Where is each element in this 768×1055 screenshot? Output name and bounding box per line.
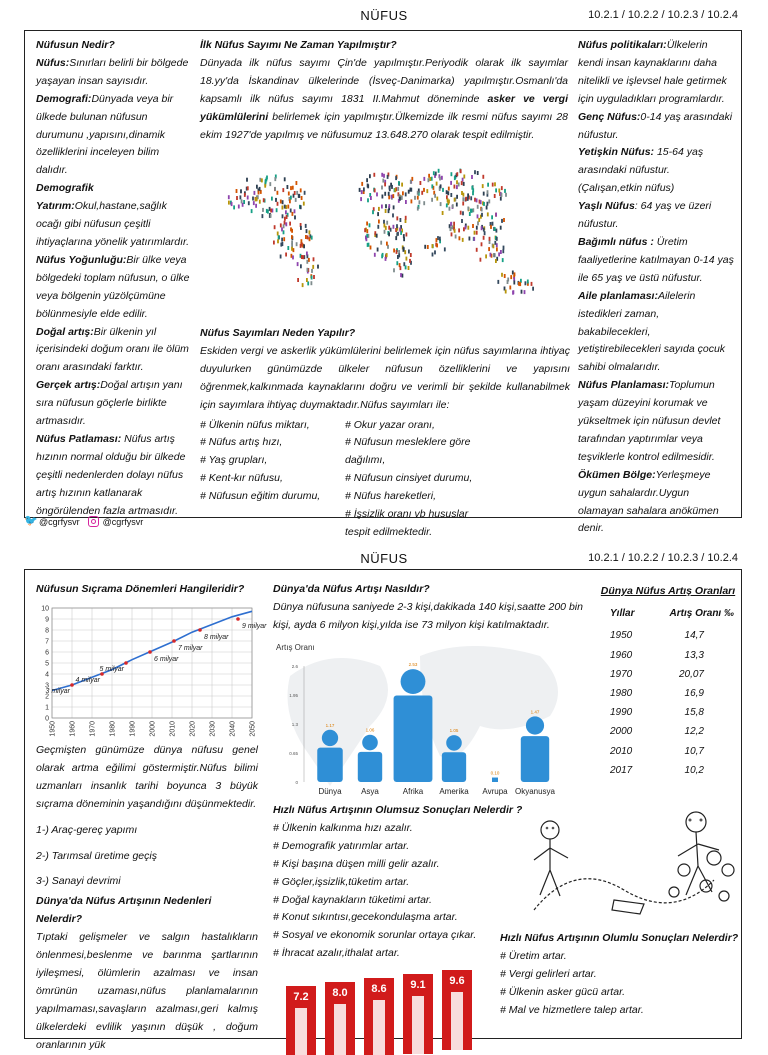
negative-effect-item: # İhracat azalır,ithalat artar.	[273, 947, 400, 960]
person-bar	[358, 735, 382, 782]
census-why-title: Nüfus Sayımları Neden Yapılır?	[200, 327, 356, 339]
milestone-label: 7 milyar	[178, 645, 203, 652]
y-tick-label: 8	[45, 627, 49, 635]
milestone-point	[148, 650, 152, 654]
term-label: Genç Nüfus:	[578, 110, 641, 123]
table-cell-rate: 12,2	[684, 726, 704, 738]
definition-item	[578, 288, 734, 378]
term-label: Demografi:	[36, 92, 92, 105]
census-list-item: # Nüfusun cinsiyet durumu,	[345, 472, 473, 485]
census-list-item: # Nüfusun eğitim durumu,	[200, 490, 321, 503]
table-cell-year: 1950	[610, 630, 633, 642]
term-label: Nüfus politikaları:	[578, 39, 667, 51]
census-list-item: # Nüfus artış hızı,	[200, 436, 283, 449]
value-label: 1.05	[449, 728, 459, 734]
page1-title: NÜFUS	[360, 8, 408, 23]
y-tick-label: 3	[45, 682, 49, 690]
x-tick-label: 1950	[49, 721, 57, 737]
census-list-item: # Okur yazar oranı,	[345, 418, 435, 431]
y-tick-label: 1.95	[289, 693, 298, 698]
table-cell-year: 1990	[610, 707, 633, 719]
page2-middle-column	[273, 581, 585, 635]
page2-title: NÜFUS	[360, 551, 408, 566]
red-bar	[286, 986, 316, 1055]
definition-item	[36, 180, 192, 252]
term-label: Nüfus:	[36, 56, 70, 69]
x-tick-label: 2010	[169, 721, 177, 737]
table-header-years: Yıllar	[610, 607, 635, 619]
negative-effect-item: # Kişi başına düşen milli gelir azalır.	[273, 857, 440, 870]
milestone-label: 3 milyar	[45, 688, 70, 695]
page1-header	[0, 8, 768, 26]
people-chart-label: Artış Oranı	[276, 643, 315, 652]
positive-effect-item: # Vergi gelirleri artar.	[500, 967, 597, 980]
term-definition: Doğal artışın yanı sıra nüfusun göçlerle birlikte artmasıdır.	[36, 379, 183, 428]
leap-period-item: 2-) Tarımsal üretime geçiş	[36, 849, 157, 862]
milestone-label: 4 milyar	[75, 677, 100, 684]
definition-item	[578, 234, 734, 288]
definition-item	[36, 324, 192, 378]
term-definition: 15-64 yaş arasındaki nüfustur.(Çalışan,etkin nüfus)	[578, 146, 704, 195]
x-tick-label: 1970	[89, 721, 97, 737]
category-label: Dünya	[318, 787, 342, 796]
census-list-b	[345, 417, 570, 542]
term-definition: Dünyada veya bir ülkede bulunan nüfusun durumunu ,yapısını,dinamik özelliklerini inceleyen bilim dalıdır.	[36, 92, 174, 177]
red-bar	[325, 982, 355, 1055]
definition-item	[36, 55, 192, 91]
term-definition: : 64 yaş ve üzeri nüfustur.	[578, 200, 712, 231]
page2-left-column	[36, 581, 266, 599]
negative-effect-item: # Doğal kaynakların tüketimi artar.	[273, 893, 432, 906]
page1-codes: 10.2.1 / 10.2.2 / 10.2.3 / 10.2.4	[588, 9, 738, 21]
page2-left-text	[36, 742, 258, 1055]
table-row	[598, 684, 734, 703]
term-definition: Ailelerin istedikleri zaman, bakabilecekleri, yetiştirebilecekleri sayıda çocuk sahibi olmalarıdır.	[578, 289, 726, 374]
people-dots	[228, 169, 534, 295]
red-bar-value: 8.0	[332, 987, 348, 999]
y-tick-label: 4	[45, 671, 49, 679]
negative-effect-item: # Konut sıkıntısı,gecekondulaşma artar.	[273, 911, 458, 924]
term-definition: Bir ülkenin yıl içerisindeki doğum oranı ile ölüm oranı arasındaki farktır.	[36, 325, 189, 374]
census-list-item: # İşsizlik oranı vb hususlar tespit edilmektedir.	[345, 508, 469, 538]
y-tick-label: 9	[45, 616, 49, 624]
y-tick-label: 0	[45, 715, 49, 723]
instagram-icon[interactable]	[88, 516, 99, 527]
census-list-a	[200, 417, 345, 542]
term-definition: Bir ülke veya bölgedeki toplam nüfusun, o ülke veya bölgenin yüzölçümüne bölünmesiyle elde edilir.	[36, 253, 190, 320]
positive-effects-title: Hızlı Nüfus Artışının Olumlu Sonuçları Nelerdir?	[500, 932, 739, 944]
census-list-item: # Ülkenin nüfus miktarı,	[200, 418, 310, 431]
table-cell-year: 2017	[610, 764, 633, 776]
leap-periods-list	[36, 822, 258, 892]
term-definition: Toplumun yaşam düzeyini korumak ve yükseltmek için nüfusun devlet tarafından yaptırımlar veya teşviklerle kontrol edilmesidir.	[578, 379, 721, 463]
definition-item	[36, 37, 192, 55]
definition-item	[36, 377, 192, 431]
page1-middle-column	[200, 37, 568, 144]
term-label: Doğal artış:	[36, 325, 94, 338]
negative-effects-section	[273, 802, 533, 963]
census-list-item: # Nüfusun mesleklere göre dağılımı,	[345, 436, 471, 467]
y-tick-label: 2.6	[291, 664, 298, 669]
positive-effects-list	[500, 948, 740, 1020]
world-growth-title: Dünya'da Nüfus Artışı Nasıldır?	[273, 583, 430, 595]
x-tick-label: 2000	[149, 721, 157, 737]
page1-right-column	[578, 37, 734, 538]
section-heading: Nüfusun Nedir?	[36, 39, 115, 51]
census-lists	[200, 417, 570, 542]
term-label: Ökümen Bölge:	[578, 468, 656, 481]
table-cell-rate: 16,9	[684, 688, 704, 700]
table-cell-rate: 14,7	[684, 630, 704, 642]
leap-period-item: 1-) Araç-gereç yapımı	[36, 823, 138, 836]
x-tick-label: 2050	[249, 721, 257, 737]
y-tick-label: 5	[45, 660, 49, 668]
term-definition: Ülkelerin kendi insan kaynaklarını daha nitelikli ve işlevsel hale getirmek için uyguladıkları programlardır.	[578, 39, 727, 105]
table-cell-rate: 15,8	[684, 707, 704, 719]
positive-effects-section	[500, 930, 740, 1020]
term-label: Nüfus Patlaması:	[36, 432, 122, 445]
table-cell-year: 1960	[610, 649, 633, 661]
x-tick-label: 1980	[109, 721, 117, 737]
world-growth-text: Dünya nüfusuna saniyede 2-3 kişi,dakikada 140 kişi,saatte 200 bin kişi, ayda 6 milyon kişi,yılda ise 73 milyon kişi katılmaktadır.	[273, 600, 583, 631]
term-label: Bağımlı nüfus :	[578, 235, 654, 248]
definition-item	[36, 431, 192, 521]
red-bar	[442, 970, 472, 1052]
value-label: 1.06	[365, 727, 375, 733]
leap-period-item: 3-) Sanayi devrimi	[36, 875, 121, 888]
term-definition: Nüfus artış hızının normal olduğu bir ülkede çeşitli nedenlerden dolayı nüfus artış hızının katlanarak öngörülenden fazla artmasıdır.	[36, 432, 186, 517]
table-cell-rate: 20,07	[678, 668, 704, 680]
term-label: Yaşlı Nüfus	[578, 200, 635, 213]
negative-effects-list	[273, 820, 533, 963]
term-label: Gerçek artış:	[36, 379, 101, 392]
category-label: Avrupa	[482, 787, 508, 796]
term-definition: 0-14 yaş arasındaki nüfustur.	[578, 110, 733, 141]
table-row	[598, 742, 734, 761]
positive-effect-item: # Ülkenin asker gücü artar.	[500, 985, 626, 998]
category-label: Asya	[361, 787, 379, 796]
person-bar	[521, 716, 549, 782]
census-list-item: # Nüfus hareketleri,	[345, 490, 437, 503]
table-cell-year: 2010	[610, 745, 633, 757]
definition-item	[578, 144, 734, 198]
value-label: 2.53	[408, 662, 418, 668]
first-census-title: İlk Nüfus Sayımı Ne Zaman Yapılmıştır?	[200, 39, 397, 51]
table-cell-rate: 13,3	[684, 649, 704, 661]
value-label: 1.17	[325, 722, 335, 728]
x-tick-label: 1960	[69, 721, 77, 737]
red-bar-value: 7.2	[293, 991, 309, 1003]
definition-item	[578, 198, 734, 234]
y-tick-label: 0.65	[289, 751, 298, 756]
y-tick-label: 0	[295, 780, 298, 785]
red-bar	[403, 974, 433, 1055]
definition-item	[578, 467, 734, 539]
negative-effect-item: # Göçler,işsizlik,tüketim artar.	[273, 875, 410, 888]
person-bar	[492, 778, 498, 782]
category-label: Amerika	[439, 787, 469, 796]
page2-codes: 10.2.1 / 10.2.2 / 10.2.3 / 10.2.4	[588, 552, 738, 564]
negative-effect-item: # Demografik yatırımlar artar.	[273, 839, 410, 852]
x-tick-label: 2020	[189, 721, 197, 737]
term-label: Nüfus Yoğunluğu:	[36, 253, 127, 266]
twitter-handle[interactable]: @cgrfysvr	[39, 516, 80, 527]
term-label: Nüfus Planlaması:	[578, 379, 670, 392]
y-tick-label: 1.3	[291, 722, 298, 727]
growth-red-bars	[282, 958, 482, 1024]
value-label: 0.10	[490, 770, 500, 776]
census-list-item: # Yaş grupları,	[200, 454, 268, 467]
growth-rate-table-title: Dünya Nüfus Artış Oranları	[600, 585, 736, 597]
red-bar	[364, 978, 394, 1055]
positive-effect-item: # Üretim artar.	[500, 949, 567, 962]
term-definition: Yerleşmeye uygun sahalardır.Uygun olamayan sahalara anökümen denir.	[578, 468, 719, 535]
term-label: Aile planlaması:	[578, 289, 658, 302]
definition-item	[578, 37, 734, 109]
leap-text: Geçmişten günümüze dünya nüfusu genel olarak artma eğilimi göstermiştir.Nüfus bilimi uzmanları insanlık tarihi boyunca 3 büyük sıçrama döneminin yaşandığını düşünmektedir.	[36, 744, 258, 810]
table-row	[598, 627, 734, 646]
definition-item	[36, 252, 192, 324]
growth-reasons-text: Tıptaki gelişmeler ve salgın hastalıkların önlenmesi,beslenme ve barınma şartlarının iyileşmesi, ölümlerin azalması ve insan ömrünün uzaması,nüfus planlamalarının yapılmaması,savaşların azalması,geri kalmış ülkelerdeki evlilik yaşının düşük , doğum oranlarının yük	[36, 931, 258, 1051]
table-row	[598, 723, 734, 742]
page1-left-column	[36, 37, 192, 520]
positive-effect-item: # Mal ve hizmetlere talep artar.	[500, 1003, 644, 1016]
census-why-section	[200, 325, 570, 542]
term-definition: Üretim faaliyetlerine katılmayan 0-14 yaş ile 65 yaş ve üstü nüfustur.	[578, 235, 734, 284]
milestone-point	[172, 639, 176, 643]
crowd-cartoon-illustration	[514, 800, 742, 926]
term-definition: Okul,hastane,sağlık ocağı gibi nüfusun çeşitli ihtiyaçlarına yönelik yatırımlardır.	[36, 200, 190, 248]
y-tick-label: 1	[45, 704, 49, 712]
instagram-handle[interactable]: @cgrfysvr	[102, 516, 144, 527]
table-cell-year: 2000	[610, 726, 633, 738]
first-census-text: Dünyada ilk nüfus sayımı Çin'de yapılmıştır.Periyodik olarak ilk sayımlar 18.yy'da İskandinav ülkelerinde (İsveç-Danimarka) yapılmıştır.Osmanlı'da kapsamlı ilk nüfus sayımı 1831 II.Mahmut döneminde asker ve vergi yükümlülerini belirlemek için yapılmıştır.Ülkemizde ilk resmi nüfus sayımı 28 ekim 1927'de yapılmış ve nüfusumuz 13.648.270 olarak tespit edilmiştir.	[200, 56, 568, 141]
growth-rate-table-section	[598, 583, 738, 780]
table-cell-year: 1980	[610, 688, 633, 700]
red-bar-value: 8.6	[371, 983, 387, 995]
milestone-label: 9 milyar	[242, 623, 267, 630]
table-row	[598, 646, 734, 665]
growth-rate-table	[598, 605, 734, 780]
table-cell-rate: 10,2	[684, 764, 704, 776]
definition-item	[36, 91, 192, 181]
table-cell-year: 1970	[610, 668, 633, 680]
growth-reasons-title: Dünya'da Nüfus Artışının Nedenleri Nelerdir?	[36, 895, 212, 926]
category-label: Afrika	[402, 787, 424, 796]
negative-effects-title: Hızlı Nüfus Artışının Olumsuz Sonuçları Nelerdir ?	[273, 804, 523, 816]
term-label: Yetişkin Nüfus:	[578, 146, 655, 159]
table-row	[598, 665, 734, 684]
x-tick-label: 1990	[129, 721, 137, 737]
table-header-rate: Artış Oranı ‰	[669, 607, 734, 619]
table-cell-rate: 10,7	[684, 745, 704, 757]
milestone-point	[70, 683, 74, 687]
population-line-chart	[34, 602, 267, 742]
milestone-label: 6 milyar	[154, 656, 179, 663]
y-tick-label: 2	[45, 693, 49, 701]
red-bar-value: 9.1	[410, 979, 426, 991]
social-links	[24, 516, 143, 527]
continent-growth-chart	[270, 636, 580, 802]
y-tick-label: 7	[45, 638, 49, 646]
term-label: Demografik Yatırım:	[36, 182, 94, 213]
world-people-map	[196, 150, 566, 325]
value-label: 1.47	[530, 709, 540, 715]
negative-effect-item: # Ülkenin kalkınma hızı azalır.	[273, 821, 413, 834]
table-row	[598, 704, 734, 723]
milestone-point	[198, 628, 202, 632]
milestone-label: 5 milyar	[99, 666, 124, 673]
y-tick-label: 6	[45, 649, 49, 657]
x-tick-label: 2030	[209, 721, 217, 737]
twitter-icon[interactable]: 🐦	[24, 515, 38, 527]
milestone-point	[236, 617, 240, 621]
page2-header	[0, 551, 768, 569]
milestone-point	[124, 661, 128, 665]
table-row	[598, 761, 734, 780]
red-bar-value: 9.6	[449, 975, 465, 987]
y-tick-label: 10	[41, 605, 49, 613]
definition-item	[578, 109, 734, 145]
term-definition: Sınırları belirli bir bölgede yaşayan insan sayısıdır.	[36, 56, 189, 87]
negative-effect-item: # Sosyal ve ekonomik sorunlar ortaya çıkar.	[273, 929, 477, 942]
leap-periods-title: Nüfusun Sıçrama Dönemleri Hangileridir?	[36, 583, 245, 595]
x-tick-label: 2040	[229, 721, 237, 737]
category-label: Okyanusya	[514, 787, 556, 796]
milestone-label: 8 milyar	[204, 634, 229, 641]
definition-item	[578, 377, 734, 467]
census-list-item: # Kent-kır nüfusu,	[200, 472, 283, 485]
census-why-text: Eskiden vergi ve askerlik yükümlülerini belirlemek için nüfus sayımlarına ihtiyaç duyulurken günümüzde ülkeler nüfusun özelliklerini ve yapısını öğrenmek,kalkınmada kaynaklarını doğru ve verimli bir şekilde kullanabilmek için sayımlara ihtiyaç duymaktadır.Nüfus sayımları ile:	[200, 344, 570, 411]
